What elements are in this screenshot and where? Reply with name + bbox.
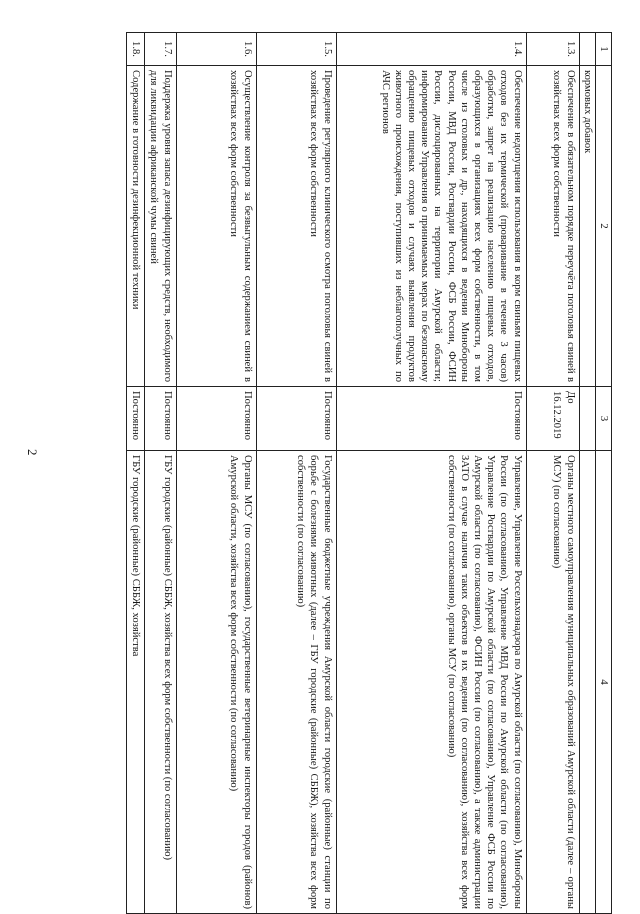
rotated-page-content [124, 32, 612, 909]
row-deadline: Постоянно [176, 387, 256, 451]
header-col-2: 2 [595, 66, 611, 387]
row-number [579, 33, 595, 66]
row-measure: Обеспечение недопущения использования в корм свиньям пищевых отходов без их термической (проваривание в течение 3 часов) обработки, запрет на реализацию населению пищевых отходов, образующихся в организациях всех форм собственности, в том числе из столовых и др., находящихся в ведении Минобороны России, МВД России, Росгвардии России, ФСБ России, ФСИН России, дислоцированных на территории Амурской области; информирование Управления о принимаемых мерах по безопасному обращению пищевых отходов и случаях выявления продуктов животного происхождения, поступивших из неблагополучных по АЧС регионов [336, 66, 526, 387]
row-responsible: Органы МСУ (по согласованию), государственные ветеринарные инспекторы городов (районов) Амурской области, хозяйства всех форм собственности (по согласованию) [176, 451, 256, 914]
row-number: 1.8. [126, 33, 144, 66]
measures-table [126, 32, 612, 914]
header-col-1: 1 [595, 33, 611, 66]
row-measure: Проведение регулярного клинического осмотра поголовья свиней в хозяйствах всех форм собственности [256, 66, 336, 387]
row-deadline: Постоянно [126, 387, 144, 451]
row-number: 1.5. [256, 33, 336, 66]
header-col-3: 3 [595, 387, 611, 451]
row-measure: Обеспечение в обязательном порядке переучёта поголовья свиней в хозяйствах всех форм собственности [526, 66, 579, 387]
table-row [579, 33, 595, 914]
row-responsible: ГБУ городские (районные) СББЖ, хозяйства всех форм собственности (по согласованию) [145, 451, 176, 914]
row-deadline [579, 387, 595, 451]
row-number: 1.4. [336, 33, 526, 66]
row-responsible: Управление, Управление Россельхознадзора по Амурской области (по согласованию), Минобороны России (по согласованию), Управление МВД России по Амурской области (по согласованию), Управление Росгвардии по Амурской области (по согласованию), Управление ФСБ России по Амурской области (по согласованию), ФСИН России (по согласованию), а также администрации ЗАТО в случае наличия таких объектов в их ведении (по согласованию), хозяйства всех форм собственности (по согласованию), органы МСУ (по согласованию) [336, 451, 526, 914]
row-number: 1.7. [145, 33, 176, 66]
table-row [526, 33, 579, 914]
table-header-row [595, 33, 611, 914]
row-deadline: Постоянно [256, 387, 336, 451]
row-number: 1.6. [176, 33, 256, 66]
page-number: 2 [25, 449, 40, 456]
header-col-4: 4 [595, 451, 611, 914]
table-row [126, 33, 144, 914]
table-row [256, 33, 336, 914]
table-row [336, 33, 526, 914]
row-measure: Поддержка уровня запаса дезинфицирующих средств, необходимого для ликвидации африканской чумы свиней [145, 66, 176, 387]
row-measure: Осуществление контроля за безвыгульным содержанием свиней в хозяйствах всех форм собственности [176, 66, 256, 387]
row-responsible [579, 451, 595, 914]
row-deadline: Постоянно [336, 387, 526, 451]
row-number: 1.3. [526, 33, 579, 66]
row-responsible: Государственные бюджетные учреждения Амурской области городские (районные) станции по борьбе с болезнями животных (далее – ГБУ городские (районные) СББЖ), хозяйства всех форм собственности (по согласованию) [256, 451, 336, 914]
row-responsible: Органы местного самоуправления муниципальных образований Амурской области (далее – органы МСУ) (по согласованию) [526, 451, 579, 914]
row-responsible: ГБУ городские (районные) СББЖ, хозяйства [126, 451, 144, 914]
section-tail-text: кормовых добавок [579, 66, 595, 387]
row-measure: Содержание в готовности дезинфекционной техники [126, 66, 144, 387]
table-row [145, 33, 176, 914]
row-deadline: До 16.12.2019 [526, 387, 579, 451]
table-row [176, 33, 256, 914]
row-deadline: Постоянно [145, 387, 176, 451]
